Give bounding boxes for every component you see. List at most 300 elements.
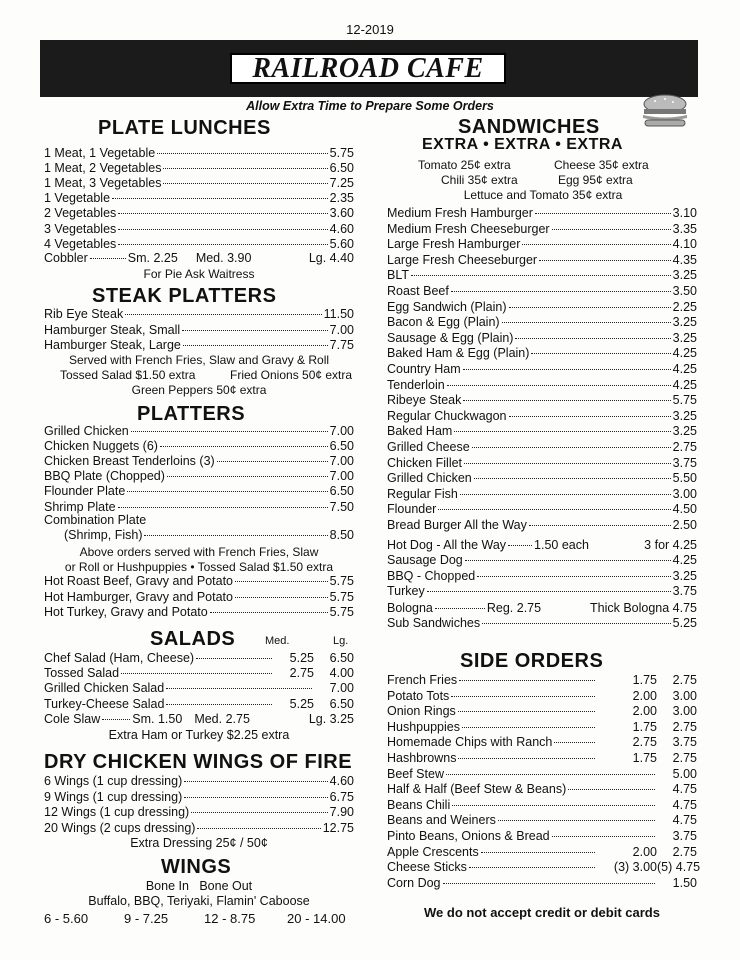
bologna-thick: Thick Bologna 4.75: [589, 601, 697, 615]
sandwich-row: [387, 502, 697, 517]
sandwich-leader: [451, 291, 671, 292]
side-order-leader: [458, 758, 595, 759]
sandwich-row: [387, 268, 697, 283]
plate-lunch-leader: [118, 213, 327, 214]
plate-lunch-price: 2.35: [329, 191, 354, 206]
combination-plate-name: Combination Plate: [44, 513, 147, 527]
cole-slaw-lg: Lg. 3.25: [308, 712, 354, 726]
sandwich-price: 3.00: [672, 486, 697, 501]
subtitle: Allow Extra Time to Prepare Some Orders: [246, 99, 494, 113]
side-order-row: [387, 751, 697, 766]
sandwich-row: [387, 206, 697, 221]
sandwich-price: 2.25: [672, 299, 697, 314]
sandwich-name: Sausage Dog: [387, 553, 463, 567]
cole-slaw-row: [44, 712, 354, 727]
plate-lunch-name: 1 Meat, 1 Vegetable: [44, 146, 156, 160]
sandwich-name: Roast Beef: [387, 284, 449, 298]
dry-wings-name: 6 Wings (1 cup dressing): [44, 774, 183, 788]
hot-dog-name: Hot Dog - All the Way: [387, 538, 507, 552]
platter-leader: [118, 507, 328, 508]
platter-name: BBQ Plate (Chopped): [44, 469, 165, 484]
salad-lg: 6.50: [329, 651, 354, 665]
side-order-lg: (5) 4.75: [657, 860, 701, 875]
sandwich-leader: [427, 591, 671, 592]
plate-lunch-row: [44, 206, 354, 221]
hot-plate-price: 5.75: [329, 605, 354, 619]
hot-plate-price: 5.75: [329, 574, 354, 588]
sandwich-row: [387, 393, 697, 408]
sandwich-name: Egg Sandwich (Plain): [387, 299, 507, 314]
platter-price: 6.50: [329, 484, 354, 499]
platter-price: 6.50: [329, 439, 354, 454]
sandwich-price: 4.10: [672, 237, 697, 252]
steak-platter-name: Rib Eye Steak: [44, 307, 124, 321]
dry-wings-row: [44, 790, 354, 805]
sandwich-leader: [464, 463, 671, 464]
side-order-row: [387, 689, 697, 704]
wings-heading: WINGS: [161, 856, 232, 878]
platter-leader: [167, 476, 328, 477]
hot-plate-name: Hot Roast Beef, Gravy and Potato: [44, 574, 233, 588]
salad-row: [44, 697, 354, 712]
plate-lunch-leader: [163, 183, 327, 184]
hot-plate-price: 5.75: [329, 589, 354, 604]
sandwich-name: Medium Fresh Hamburger: [387, 206, 533, 220]
salads-heading: SALADS: [150, 628, 236, 650]
plate-lunch-leader: [163, 168, 327, 169]
sandwich-price: 3.25: [672, 315, 697, 330]
sandwich-price: 4.25: [672, 346, 697, 361]
platter-price: 7.00: [329, 424, 354, 438]
side-order-row: [387, 829, 697, 844]
extra-egg: Egg 95¢ extra: [558, 173, 633, 187]
title-banner: [40, 40, 698, 97]
plate-lunch-leader: [118, 229, 327, 230]
platters-heading: PLATTERS: [137, 403, 246, 425]
sub-sandwiches-row: [387, 616, 697, 631]
sandwich-price: 3.10: [672, 206, 697, 220]
cole-slaw-name: Cole Slaw: [44, 712, 101, 726]
sandwich-row: [387, 456, 697, 471]
dry-wings-leader: [184, 797, 327, 798]
salad-leader: [166, 704, 272, 705]
side-order-row: [387, 798, 697, 813]
salads-col-med: Med.: [265, 635, 290, 647]
sandwich-name: Large Fresh Cheeseburger: [387, 252, 538, 267]
plate-lunch-price: 6.50: [329, 161, 354, 176]
side-order-sm: 2.00: [632, 688, 657, 703]
sandwich-leader: [454, 431, 670, 432]
steak-platters-heading: STEAK PLATTERS: [92, 285, 277, 307]
salad-row: [44, 666, 354, 681]
sandwich-row: [387, 518, 697, 533]
sandwich-name: Regular Chuckwagon: [387, 408, 507, 423]
salad-name: Grilled Chicken Salad: [44, 681, 165, 696]
cole-slaw-med: Med. 2.75: [194, 712, 250, 726]
side-order-name: Beans Chili: [387, 797, 451, 812]
extra-tomato: Tomato 25¢ extra: [418, 158, 511, 172]
side-order-row: [387, 704, 697, 719]
sandwich-price: 3.25: [672, 268, 697, 283]
sandwich-row: [387, 346, 697, 361]
side-order-lg: 2.75: [672, 751, 697, 765]
plate-lunch-row: [44, 237, 354, 252]
sandwich-price: 2.50: [672, 518, 697, 532]
sandwich-leader: [539, 260, 671, 261]
sandwich-name: Baked Ham: [387, 424, 453, 439]
sandwich-price: 4.25: [672, 362, 697, 376]
combination-plate-price: 8.50: [329, 528, 354, 542]
sandwich-leader: [552, 229, 671, 230]
sandwich-price: 4.25: [672, 553, 697, 567]
wings-price-12: 12 - 8.75: [204, 911, 256, 926]
platter-row: [44, 424, 354, 439]
side-order-leader: [481, 852, 595, 853]
sandwich-row: [387, 487, 697, 502]
side-order-name: Pinto Beans, Onions & Bread: [387, 829, 550, 843]
platters-note-1: Above orders served with French Fries, Slaw: [79, 545, 319, 559]
sandwich-price: 3.75: [672, 584, 697, 599]
side-order-lg: 3.00: [672, 704, 697, 719]
hot-plate-name: Hot Turkey, Gravy and Potato: [44, 605, 208, 619]
pie-note: For Pie Ask Waitress: [143, 267, 255, 281]
side-order-lg: 3.75: [672, 829, 697, 843]
side-order-name: Corn Dog: [387, 875, 441, 890]
salad-leader: [121, 673, 272, 674]
plate-lunch-name: 1 Vegetable: [44, 191, 111, 206]
wings-price-9: 9 - 7.25: [124, 911, 169, 926]
salad-row: [44, 681, 354, 696]
steak-platter-name: Hamburger Steak, Small: [44, 322, 181, 337]
platter-price: 7.00: [329, 469, 354, 484]
salad-med: 5.25: [289, 696, 314, 711]
side-order-leader: [452, 805, 655, 806]
side-order-name: Hashbrowns: [387, 751, 457, 765]
side-order-row: [387, 845, 697, 860]
sandwich-leader: [447, 385, 671, 386]
hot-plate-row: [44, 590, 354, 605]
steak-platter-row: [44, 307, 354, 322]
dry-wings-row: [44, 821, 354, 836]
salads-note: Extra Ham or Turkey $2.25 extra: [108, 728, 290, 742]
sandwich-row: [387, 409, 697, 424]
sandwich-leader: [477, 576, 670, 577]
hot-plate-row: [44, 574, 354, 589]
side-order-lg: 5.00: [672, 766, 697, 781]
side-order-row: [387, 720, 697, 735]
dry-wings-price: 7.90: [329, 805, 354, 819]
sandwich-name: Flounder: [387, 502, 437, 517]
plate-lunch-price: 5.75: [329, 146, 354, 160]
plate-lunch-row: [44, 161, 354, 176]
side-order-leader: [451, 696, 595, 697]
sandwich-leader: [465, 560, 671, 561]
sandwich-leader: [515, 338, 670, 339]
steak-platter-price: 11.50: [323, 307, 354, 321]
sandwich-name: Regular Fish: [387, 486, 458, 501]
hot-plate-name: Hot Hamburger, Gravy and Potato: [44, 589, 233, 604]
side-order-row: [387, 813, 697, 828]
dry-wings-leader: [191, 812, 327, 813]
plate-lunch-row: [44, 176, 354, 191]
side-order-lg: 2.75: [672, 719, 697, 734]
side-order-name: French Fries: [387, 673, 458, 687]
dry-wings-leader: [184, 781, 327, 782]
restaurant-title: RAILROAD CAFE: [230, 53, 506, 84]
sandwich-leader: [460, 494, 671, 495]
sandwich-price: 3.75: [672, 455, 697, 470]
dry-wings-name: 12 Wings (1 cup dressing): [44, 805, 190, 819]
sandwich-row: [387, 300, 697, 315]
side-order-sm: (3) 3.00: [613, 860, 657, 875]
salad-lg: 7.00: [329, 681, 354, 696]
sandwich-price: 5.50: [672, 471, 697, 486]
side-order-lg: 4.75: [672, 782, 697, 797]
side-order-lg: 2.75: [672, 844, 697, 859]
sandwich-row: [387, 253, 697, 268]
sandwich-name: Tenderloin: [387, 377, 445, 392]
dry-wings-row: [44, 805, 354, 820]
sandwich-name: Country Ham: [387, 362, 461, 376]
side-order-leader: [458, 711, 595, 712]
side-order-sm: 1.75: [632, 719, 657, 734]
combination-plate-sub-row: [44, 528, 354, 543]
sandwich-name: Ribeye Steak: [387, 393, 462, 408]
sandwiches-extra-line: EXTRA • EXTRA • EXTRA: [422, 136, 623, 153]
sandwich-leader: [509, 416, 671, 417]
steak-note-1: Served with French Fries, Slaw and Gravy & Roll: [68, 353, 330, 367]
sandwich-price: 3.50: [672, 284, 697, 298]
cobbler-lg: Lg. 4.40: [308, 251, 354, 265]
sandwich-name: Bacon & Egg (Plain): [387, 315, 500, 330]
side-order-row: [387, 876, 697, 891]
sandwich-price: 5.75: [672, 393, 697, 408]
hot-plate-leader: [210, 612, 328, 613]
sandwich-leader: [474, 478, 671, 479]
wings-style-line: Bone In Bone Out: [145, 879, 253, 893]
side-order-name: Homemade Chips with Ranch: [387, 735, 553, 750]
sandwich-leader: [535, 213, 671, 214]
sandwich-row: [387, 315, 697, 330]
side-order-leader: [446, 774, 655, 775]
steak-platter-price: 7.75: [329, 338, 354, 352]
sandwich-name: BBQ - Chopped: [387, 568, 476, 583]
side-order-name: Onion Rings: [387, 704, 456, 719]
sandwich-name: Turkey: [387, 584, 425, 599]
dry-wings-price: 4.60: [329, 774, 354, 788]
side-order-row: [387, 782, 697, 797]
plate-lunch-row: [44, 222, 354, 237]
side-order-leader: [462, 727, 595, 728]
sandwich-name: Grilled Chicken: [387, 471, 472, 486]
cobbler-name: Cobbler: [44, 251, 88, 265]
sandwich-leader: [502, 322, 671, 323]
sandwich-row: [387, 378, 697, 393]
sandwich-row: [387, 569, 697, 584]
wings-flavors-line: Buffalo, BBQ, Teriyaki, Flamin' Caboose: [88, 894, 310, 908]
sandwich-name: Sausage & Egg (Plain): [387, 330, 514, 345]
side-order-row: [387, 767, 697, 782]
sandwich-row: [387, 553, 697, 568]
sub-sandwiches-name: Sub Sandwiches: [387, 616, 481, 630]
plate-lunch-name: 1 Meat, 2 Vegetables: [44, 161, 162, 176]
salad-name: Chef Salad (Ham, Cheese): [44, 651, 195, 665]
platter-name: Chicken Nuggets (6): [44, 439, 158, 454]
sandwich-row: [387, 362, 697, 377]
plate-lunch-row: [44, 146, 354, 161]
sandwich-name: Chicken Fillet: [387, 455, 463, 470]
side-order-lg: 1.50: [672, 875, 697, 890]
side-order-row: [387, 735, 697, 750]
steak-platter-leader: [125, 314, 321, 315]
plate-lunch-row: [44, 191, 354, 206]
sandwich-name: Medium Fresh Cheeseburger: [387, 221, 550, 236]
platter-leader: [127, 491, 327, 492]
wings-price-20: 20 - 14.00: [287, 911, 346, 926]
side-order-lg: 3.75: [672, 735, 697, 750]
sub-sandwiches-price: 5.25: [672, 616, 697, 630]
plate-lunches-heading: PLATE LUNCHES: [98, 117, 271, 139]
side-order-leader: [443, 883, 656, 884]
dry-wings-leader: [197, 828, 320, 829]
salad-row: [44, 651, 354, 666]
plate-lunch-name: 3 Vegetables: [44, 221, 117, 236]
platter-row: [44, 484, 354, 499]
side-order-leader: [498, 820, 655, 821]
sandwich-price: 4.50: [672, 502, 697, 517]
cobbler-row: [44, 251, 354, 266]
platter-row: [44, 439, 354, 454]
side-order-sm: 1.75: [632, 751, 657, 765]
dry-wings-row: [44, 774, 354, 789]
steak-platter-row: [44, 323, 354, 338]
side-order-leader: [459, 680, 595, 681]
plate-lunch-price: 5.60: [329, 236, 354, 251]
salad-leader: [196, 658, 272, 659]
hot-plate-leader: [235, 597, 328, 598]
side-order-lg: 4.75: [672, 797, 697, 812]
menu-date: 12-2019: [346, 22, 394, 37]
plate-lunch-leader: [157, 153, 327, 154]
plate-lunch-price: 7.25: [329, 176, 354, 191]
plate-lunch-leader: [118, 244, 327, 245]
extra-cheese: Cheese 35¢ extra: [554, 158, 649, 172]
dry-wings-heading: DRY CHICKEN WINGS OF FIRE: [44, 751, 353, 773]
sandwich-price: 3.25: [672, 330, 697, 345]
sandwich-leader: [509, 307, 671, 308]
steak-platter-leader: [182, 330, 327, 331]
dry-wings-price: 6.75: [329, 789, 354, 804]
platter-leader: [217, 461, 328, 462]
sandwich-price: 3.25: [672, 424, 697, 439]
sandwich-leader: [529, 525, 671, 526]
sandwich-row: [387, 331, 697, 346]
sandwich-leader: [463, 369, 671, 370]
extra-lettuce-tomato: Lettuce and Tomato 35¢ extra: [463, 188, 623, 202]
platter-leader: [160, 446, 328, 447]
salad-lg: 6.50: [329, 696, 354, 711]
side-order-sm: 1.75: [632, 673, 657, 687]
wings-price-6: 6 - 5.60: [44, 911, 89, 926]
hot-dog-each: 1.50 each: [534, 538, 589, 552]
platter-name: Flounder Plate: [44, 484, 126, 499]
sandwich-leader: [463, 400, 670, 401]
dry-wings-note: Extra Dressing 25¢ / 50¢: [130, 836, 268, 850]
sandwich-leader: [522, 244, 670, 245]
combination-plate-row: [44, 513, 354, 528]
bologna-name: Bologna: [387, 601, 433, 615]
platter-name: Grilled Chicken: [44, 424, 129, 438]
platters-note-2: or Roll or Hushpuppies • Tossed Salad $1.50 extra: [64, 560, 334, 574]
platter-name: Chicken Breast Tenderloins (3): [44, 454, 215, 469]
sandwich-price: 2.75: [672, 440, 697, 454]
side-order-sm: 2.00: [632, 704, 657, 719]
steak-platter-name: Hamburger Steak, Large: [44, 338, 181, 352]
steak-note-2a: Tossed Salad $1.50 extra: [60, 368, 196, 382]
platter-row: [44, 454, 354, 469]
payment-note: We do not accept credit or debit cards: [424, 905, 660, 920]
hot-plate-row: [44, 605, 354, 620]
dry-wings-name: 20 Wings (2 cups dressing): [44, 820, 196, 835]
sandwich-price: 4.35: [672, 252, 697, 267]
plate-lunch-name: 4 Vegetables: [44, 236, 117, 251]
plate-lunch-name: 2 Vegetables: [44, 206, 117, 221]
hot-dog-row: [387, 538, 697, 553]
sandwich-name: Large Fresh Hamburger: [387, 237, 521, 252]
platter-leader: [131, 431, 328, 432]
side-order-leader: [554, 742, 595, 743]
plate-lunch-leader: [112, 198, 328, 199]
salad-name: Turkey-Cheese Salad: [44, 696, 165, 711]
salad-leader: [166, 688, 312, 689]
sandwich-name: BLT: [387, 268, 409, 283]
steak-platter-row: [44, 338, 354, 353]
sandwich-leader: [411, 275, 671, 276]
sandwich-price: 3.25: [672, 408, 697, 423]
side-order-lg: 3.00: [672, 688, 697, 703]
steak-platter-leader: [183, 345, 328, 346]
hot-dog-three: 3 for 4.25: [644, 538, 697, 552]
side-order-lg: 4.75: [672, 813, 697, 828]
sandwich-row: [387, 584, 697, 599]
hot-plate-leader: [235, 581, 328, 582]
side-order-leader: [568, 789, 655, 790]
sandwich-price: 3.35: [672, 221, 697, 236]
side-order-name: Beans and Weiners: [387, 813, 496, 828]
side-order-row: [387, 860, 701, 875]
hamburger-icon: [640, 94, 690, 130]
side-order-name: Cheese Sticks: [387, 860, 467, 875]
dry-wings-price: 12.75: [322, 820, 354, 835]
sandwich-row: [387, 237, 697, 252]
sandwich-price: 3.25: [672, 568, 697, 583]
side-order-lg: 2.75: [672, 673, 697, 687]
salad-name: Tossed Salad: [44, 666, 120, 681]
side-order-leader: [469, 867, 595, 868]
steak-note-2b: Fried Onions 50¢ extra: [230, 368, 353, 382]
combination-plate-sub: (Shrimp, Fish): [64, 528, 143, 542]
steak-note-3: Green Peppers 50¢ extra: [131, 383, 267, 397]
sandwich-leader: [472, 447, 671, 448]
sandwich-row: [387, 284, 697, 299]
extra-chili: Chili 35¢ extra: [441, 173, 518, 187]
plate-lunch-price: 3.60: [329, 206, 354, 221]
bologna-row: [387, 601, 697, 616]
side-order-sm: 2.00: [632, 844, 657, 859]
side-order-row: [387, 673, 697, 688]
sandwiches-heading: SANDWICHES: [458, 116, 600, 138]
sandwich-name: Bread Burger All the Way: [387, 518, 527, 532]
